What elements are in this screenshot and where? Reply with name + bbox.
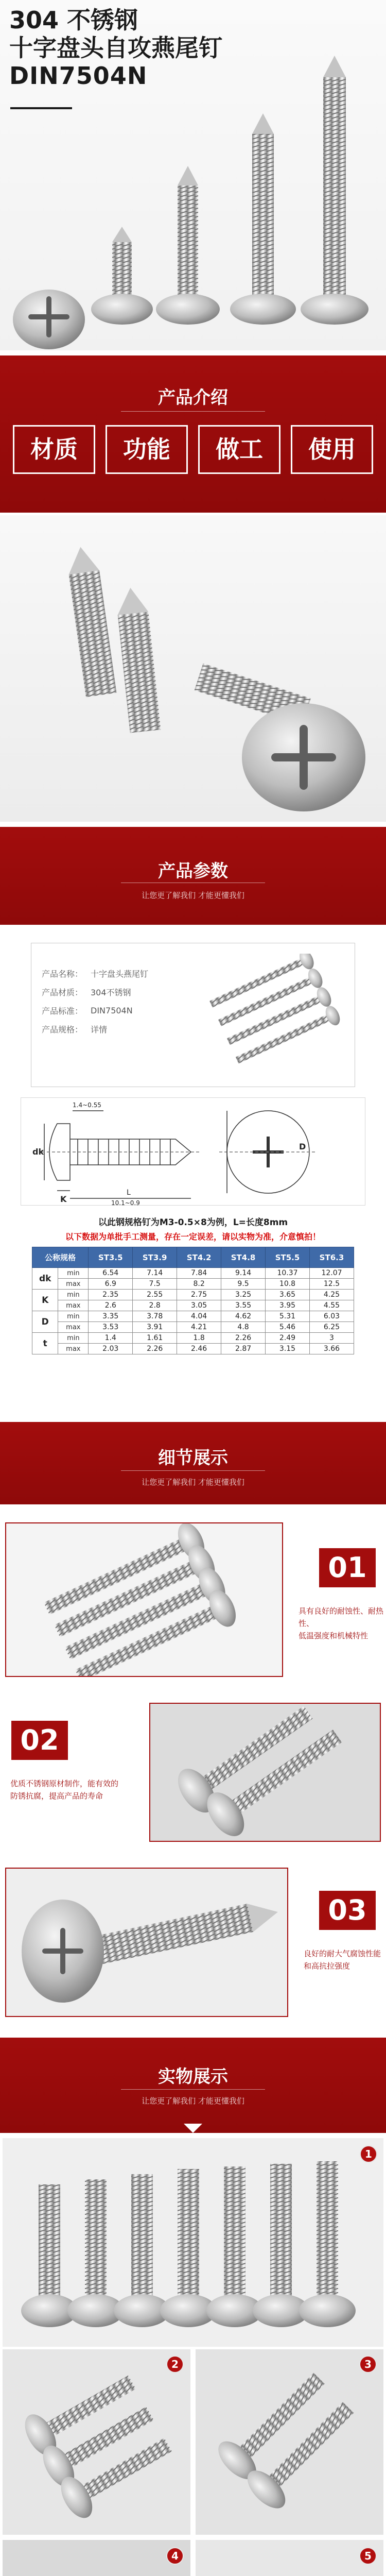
feature-box-material: 材质 xyxy=(13,425,95,474)
detail-caption-line: 防锈抗腐，提高产品的寿命 xyxy=(10,1791,103,1801)
spec-value-cell: 2.03 xyxy=(89,1344,133,1354)
params-row xyxy=(42,1001,148,1020)
real-photo-5 xyxy=(196,2540,383,2576)
spec-value-cell: 3.91 xyxy=(133,1322,177,1333)
spec-value-cell: 8.2 xyxy=(177,1279,221,1290)
params-label: 产品规格： xyxy=(42,1024,83,1035)
spec-value-cell: 12.5 xyxy=(309,1279,354,1290)
spec-value-cell: 2.87 xyxy=(221,1344,266,1354)
params-value: 十字盘头燕尾钉 xyxy=(91,969,149,979)
spec-minmax-cell: min xyxy=(58,1268,89,1279)
spec-table xyxy=(32,1247,354,1354)
spec-row xyxy=(32,1311,354,1322)
spec-row xyxy=(32,1333,354,1344)
detail-caption-2 xyxy=(10,1777,144,1802)
real-notch xyxy=(184,2124,202,2133)
spec-value-cell: 3.25 xyxy=(221,1290,266,1300)
spec-value-cell: 4.25 xyxy=(309,1290,354,1300)
real-divider xyxy=(121,2089,265,2090)
spec-minmax-cell: min xyxy=(58,1290,89,1300)
spec-column-header: ST4.8 xyxy=(221,1247,266,1268)
real-subtitle: 让您更了解我们 才能更懂我们 xyxy=(142,2096,244,2106)
params-subtitle: 让您更了解我们 才能更懂我们 xyxy=(142,891,244,900)
spec-value-cell: 2.8 xyxy=(133,1300,177,1311)
real-photo-3 xyxy=(196,2349,383,2535)
spec-note: 以此钢规格钉为M3-0.5×8为例，L=长度8mm xyxy=(98,1217,288,1228)
spec-value-cell: 5.46 xyxy=(266,1322,310,1333)
spec-value-cell: 7.84 xyxy=(177,1268,221,1279)
spec-minmax-cell: max xyxy=(58,1344,89,1354)
params-info-card xyxy=(31,943,355,1087)
params-value: 详情 xyxy=(91,1024,108,1035)
hero-title-line1: 304 不锈钢 xyxy=(9,6,138,34)
drawing-label-d: D xyxy=(299,1142,306,1151)
spec-value-cell: 4.8 xyxy=(221,1322,266,1333)
real-photo-2 xyxy=(3,2349,190,2535)
details-subtitle: 让您更了解我们 才能更懂我们 xyxy=(142,1478,244,1487)
params-label: 产品材质： xyxy=(42,987,83,997)
detail-caption-line: 良好的耐大气腐蚀性能 xyxy=(304,1949,381,1958)
detail-caption-line: 具有良好的耐蚀性、耐热性、 xyxy=(299,1606,384,1628)
photo-badge-4: 4 xyxy=(166,2547,184,2565)
spec-row xyxy=(32,1322,354,1333)
spec-value-cell: 6.03 xyxy=(309,1311,354,1322)
spec-value-cell: 6.54 xyxy=(89,1268,133,1279)
hero-title-line2: 十字盘头自攻燕尾钉 xyxy=(9,34,222,62)
spec-symbol-cell: D xyxy=(32,1311,58,1333)
spec-value-cell: 4.21 xyxy=(177,1322,221,1333)
params-value: 304不锈钢 xyxy=(91,987,131,997)
spec-value-cell: 6.9 xyxy=(89,1279,133,1290)
spec-value-cell: 4.62 xyxy=(221,1311,266,1322)
detail-caption-3 xyxy=(304,1947,386,1972)
feature-boxes xyxy=(0,425,386,474)
params-row xyxy=(42,964,148,982)
spec-minmax-cell: max xyxy=(58,1322,89,1333)
params-row xyxy=(42,982,148,1001)
spec-column-header: ST4.2 xyxy=(177,1247,221,1268)
spec-minmax-cell: max xyxy=(58,1279,89,1290)
spec-value-cell: 2.6 xyxy=(89,1300,133,1311)
spec-value-cell: 10.37 xyxy=(266,1268,310,1279)
spec-value-cell: 7.14 xyxy=(133,1268,177,1279)
spec-column-header: ST3.9 xyxy=(133,1247,177,1268)
spec-value-cell: 12.07 xyxy=(309,1268,354,1279)
real-section-header xyxy=(0,2038,386,2133)
drawing-dim1: 1.4~0.55 xyxy=(73,1101,101,1109)
spec-value-cell: 2.49 xyxy=(266,1333,310,1344)
photo-badge-2: 2 xyxy=(166,2355,184,2373)
spec-value-cell: 6.25 xyxy=(309,1322,354,1333)
drawing-dim2: 10.1~0.9 xyxy=(111,1199,140,1206)
spec-value-cell: 2.46 xyxy=(177,1344,221,1354)
params-list xyxy=(42,964,148,1038)
spec-symbol-cell: K xyxy=(32,1290,58,1311)
spec-corner-header: 公称规格 xyxy=(32,1247,89,1268)
feature-box-function: 功能 xyxy=(106,425,188,474)
detail-photo-2 xyxy=(149,1703,381,1842)
spec-row xyxy=(32,1344,354,1354)
detail-photo-1 xyxy=(5,1522,283,1677)
spec-value-cell: 1.61 xyxy=(133,1333,177,1344)
intro-product-photo xyxy=(0,515,386,822)
spec-value-cell: 3.95 xyxy=(266,1300,310,1311)
spec-value-cell: 10.8 xyxy=(266,1279,310,1290)
spec-value-cell: 9.5 xyxy=(221,1279,266,1290)
detail-caption-line: 优质不锈钢原材制作，能有效的 xyxy=(10,1779,119,1788)
detail-caption-1 xyxy=(299,1605,386,1642)
spec-value-cell: 3 xyxy=(309,1333,354,1344)
spec-warning: 以下数据为单批手工测量，存在一定误差，请以实物为准，介意慎拍！ xyxy=(65,1232,321,1242)
spec-symbol-cell: dk xyxy=(32,1268,58,1290)
spec-value-cell: 4.04 xyxy=(177,1311,221,1322)
technical-drawing xyxy=(21,1097,365,1206)
spec-value-cell: 4.55 xyxy=(309,1300,354,1311)
drawing-label-dk: dk xyxy=(32,1147,44,1157)
photo-badge-5: 5 xyxy=(359,2547,377,2565)
hero-title xyxy=(9,6,222,90)
spec-row xyxy=(32,1290,354,1300)
spec-row xyxy=(32,1300,354,1311)
spec-value-cell: 2.75 xyxy=(177,1290,221,1300)
params-value: DIN7504N xyxy=(91,1005,133,1015)
intro-title: 产品介绍 xyxy=(158,387,228,408)
real-photo-1 xyxy=(3,2138,383,2347)
details-section-header xyxy=(0,1422,386,1504)
spec-value-cell: 2.35 xyxy=(89,1290,133,1300)
photo-badge-3: 3 xyxy=(359,2355,377,2373)
hero-underline xyxy=(10,107,72,109)
drawing-label-k: K xyxy=(60,1194,67,1204)
photo-badge-1: 1 xyxy=(360,2145,377,2163)
spec-value-cell: 3.78 xyxy=(133,1311,177,1322)
spec-value-cell: 1.4 xyxy=(89,1333,133,1344)
params-section-header xyxy=(0,827,386,925)
spec-column-header: ST5.5 xyxy=(266,1247,310,1268)
spec-minmax-cell: max xyxy=(58,1300,89,1311)
feature-box-usage: 使用 xyxy=(291,425,373,474)
details-title: 细节展示 xyxy=(158,1448,228,1468)
spec-row xyxy=(32,1279,354,1290)
spec-value-cell: 3.53 xyxy=(89,1322,133,1333)
detail-number-3: 03 xyxy=(319,1891,376,1930)
detail-caption-line: 低温强度和机械特性 xyxy=(299,1631,369,1640)
params-title: 产品参数 xyxy=(158,861,228,882)
params-label: 产品名称： xyxy=(42,969,83,979)
detail-number-2: 02 xyxy=(11,1721,68,1760)
spec-column-header: ST6.3 xyxy=(309,1247,354,1268)
hero-banner xyxy=(0,0,386,350)
intro-divider xyxy=(121,411,265,412)
detail-caption-line: 和高抗拉强度 xyxy=(304,1961,350,1971)
spec-table-body xyxy=(32,1268,354,1354)
spec-minmax-cell: min xyxy=(58,1311,89,1322)
spec-value-cell: 2.26 xyxy=(221,1333,266,1344)
drawing-label-l: L xyxy=(127,1189,131,1197)
spec-value-cell: 3.66 xyxy=(309,1344,354,1354)
params-product-thumbnail xyxy=(201,954,350,1077)
params-row xyxy=(42,1020,148,1038)
spec-value-cell: 5.31 xyxy=(266,1311,310,1322)
details-divider xyxy=(121,1470,265,1471)
spec-value-cell: 3.35 xyxy=(89,1311,133,1322)
detail-photo-3 xyxy=(5,1868,288,2017)
feature-box-workmanship: 做工 xyxy=(198,425,280,474)
spec-value-cell: 2.55 xyxy=(133,1290,177,1300)
spec-value-cell: 7.5 xyxy=(133,1279,177,1290)
params-label: 产品标准： xyxy=(42,1006,83,1016)
hero-title-line3: DIN7504N xyxy=(9,62,148,90)
spec-value-cell: 3.15 xyxy=(266,1344,310,1354)
spec-minmax-cell: min xyxy=(58,1333,89,1344)
spec-value-cell: 3.55 xyxy=(221,1300,266,1311)
spec-row xyxy=(32,1268,354,1279)
spec-value-cell: 1.8 xyxy=(177,1333,221,1344)
spec-column-header: ST3.5 xyxy=(89,1247,133,1268)
real-title: 实物展示 xyxy=(158,2066,228,2087)
spec-value-cell: 9.14 xyxy=(221,1268,266,1279)
detail-number-1: 01 xyxy=(319,1548,376,1587)
spec-value-cell: 3.65 xyxy=(266,1290,310,1300)
spec-value-cell: 3.05 xyxy=(177,1300,221,1311)
spec-value-cell: 2.26 xyxy=(133,1344,177,1354)
real-photo-4 xyxy=(3,2540,190,2576)
spec-header-row xyxy=(32,1247,354,1268)
spec-symbol-cell: t xyxy=(32,1333,58,1354)
